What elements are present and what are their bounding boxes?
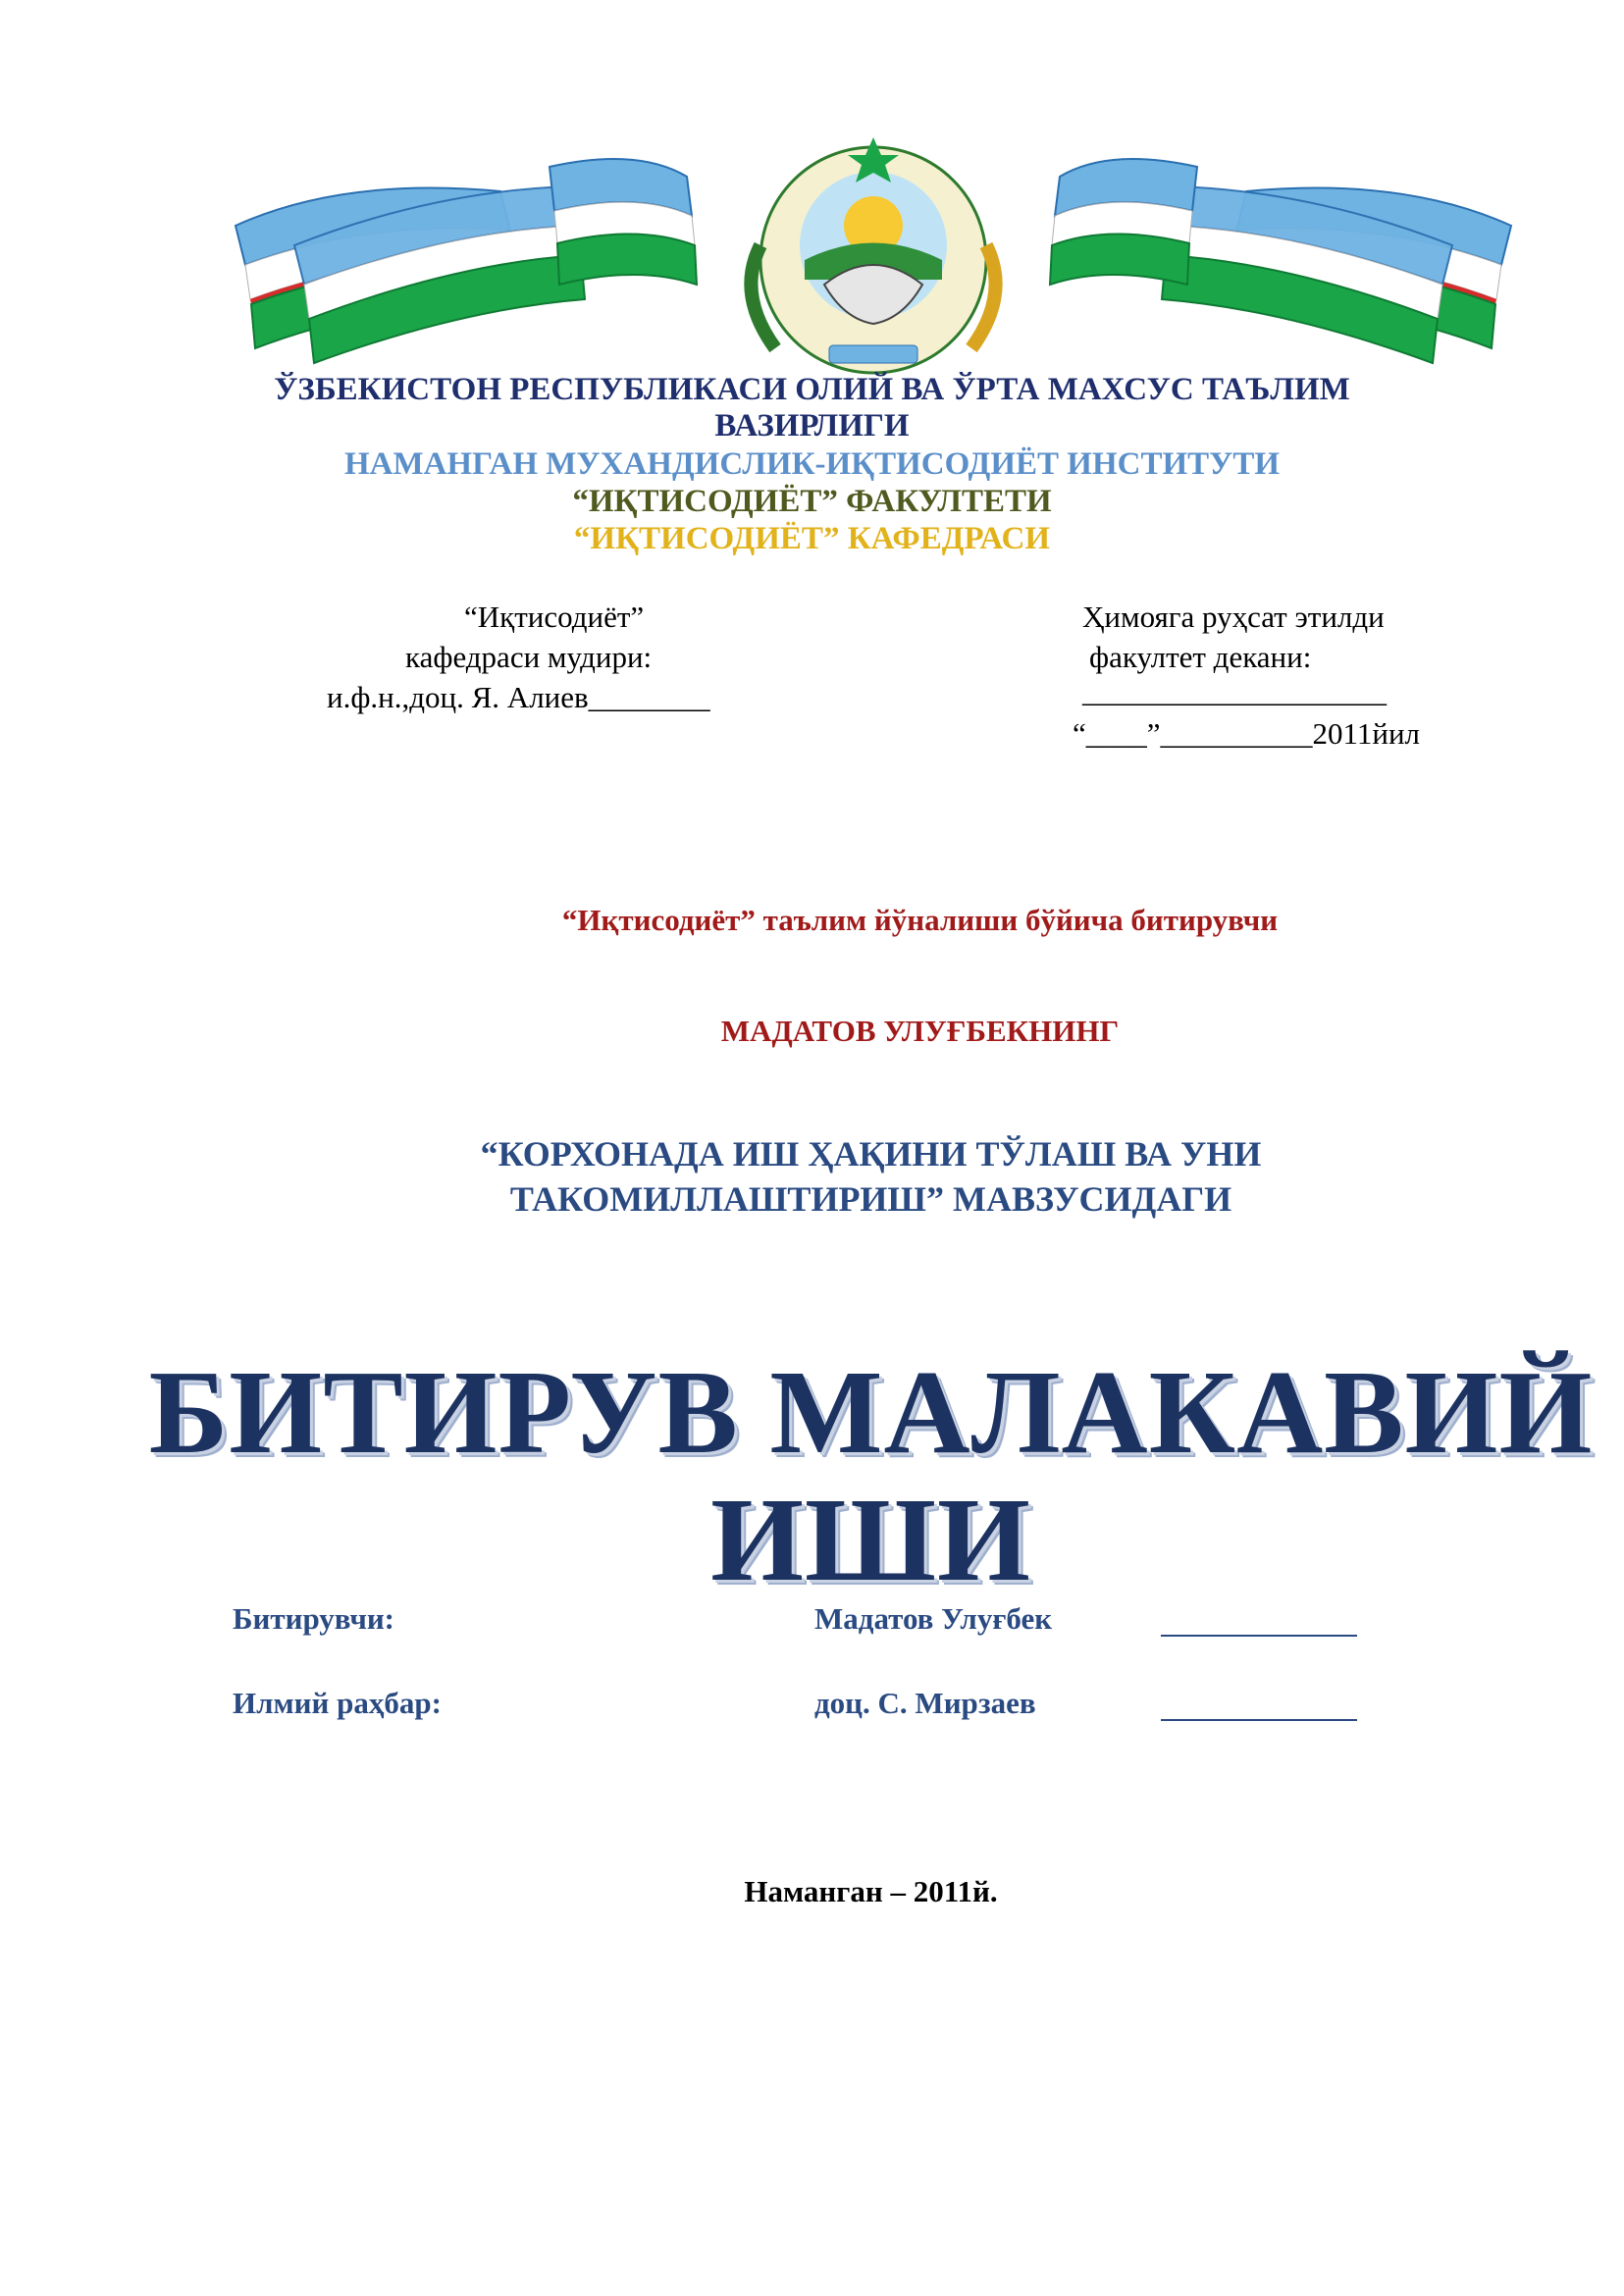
author-name: МАДАТОВ УЛУҒБЕКНИНГ [720, 1014, 1120, 1048]
approval-left-line3: и.ф.н.,доц. Я. Алиев________ [327, 680, 710, 714]
approval-right-line4: “____”__________2011йил [1073, 716, 1421, 751]
city-year: Наманган – 2011й. [744, 1874, 998, 1908]
topic-line2: ТАКОМИЛЛАШТИРИШ” МАВЗУСИДАГИ [509, 1179, 1232, 1219]
supervisor-name: доц. С. Мирзаев [814, 1686, 1036, 1720]
flag-ribbon-right [1050, 159, 1511, 363]
ministry-title-line2: ВАЗИРЛИГИ [714, 408, 910, 444]
department-title: “ИҚТИСОДИЁТ” КАФЕДРАСИ [573, 521, 1051, 556]
flag-ribbon-left [236, 159, 697, 363]
approval-left-line1: “Иқтисодиёт” [464, 600, 645, 634]
institute-title: НАМАНГАН МУХАНДИСЛИК-ИҚТИСОДИЁТ ИНСТИТУТИ [343, 446, 1281, 482]
state-emblem-banner [226, 137, 1521, 383]
work-title-line1: БИТИРУВ МАЛАКАВИЙ [148, 1346, 1594, 1479]
graduate-role-label: Битирувчи: [233, 1601, 395, 1636]
graduate-name: Мадатов Улуғбек [814, 1601, 1053, 1636]
state-emblem-icon [751, 137, 995, 373]
topic-line1: “КОРХОНАДА ИШ ҲАҚИНИ ТЎЛАШ ВА УНИ [480, 1134, 1262, 1174]
supervisor-signature-line [1161, 1719, 1357, 1721]
graduate-signature-line [1161, 1635, 1357, 1637]
supervisor-role-label: Илмий раҳбар: [233, 1686, 442, 1720]
work-title-line2: ИШИ [710, 1474, 1031, 1606]
approval-left-line2: кафедраси мудири: [405, 640, 653, 674]
approval-right-line1: Ҳимояга руҳсат этилди [1082, 600, 1385, 634]
faculty-title: “ИҚТИСОДИЁТ” ФАКУЛТЕТИ [572, 484, 1052, 519]
ministry-title-line1: ЎЗБЕКИСТОН РЕСПУБЛИКАСИ ОЛИЙ ВА ЎРТА МАХСУС ТАЪЛИМ [274, 372, 1350, 407]
approval-right-line2: факултет декани: [1089, 640, 1312, 674]
direction-text: “Иқтисодиёт” таълим йўналиши бўйича битирувчи [561, 903, 1279, 937]
approval-right-line3: ____________________ [1082, 674, 1387, 708]
